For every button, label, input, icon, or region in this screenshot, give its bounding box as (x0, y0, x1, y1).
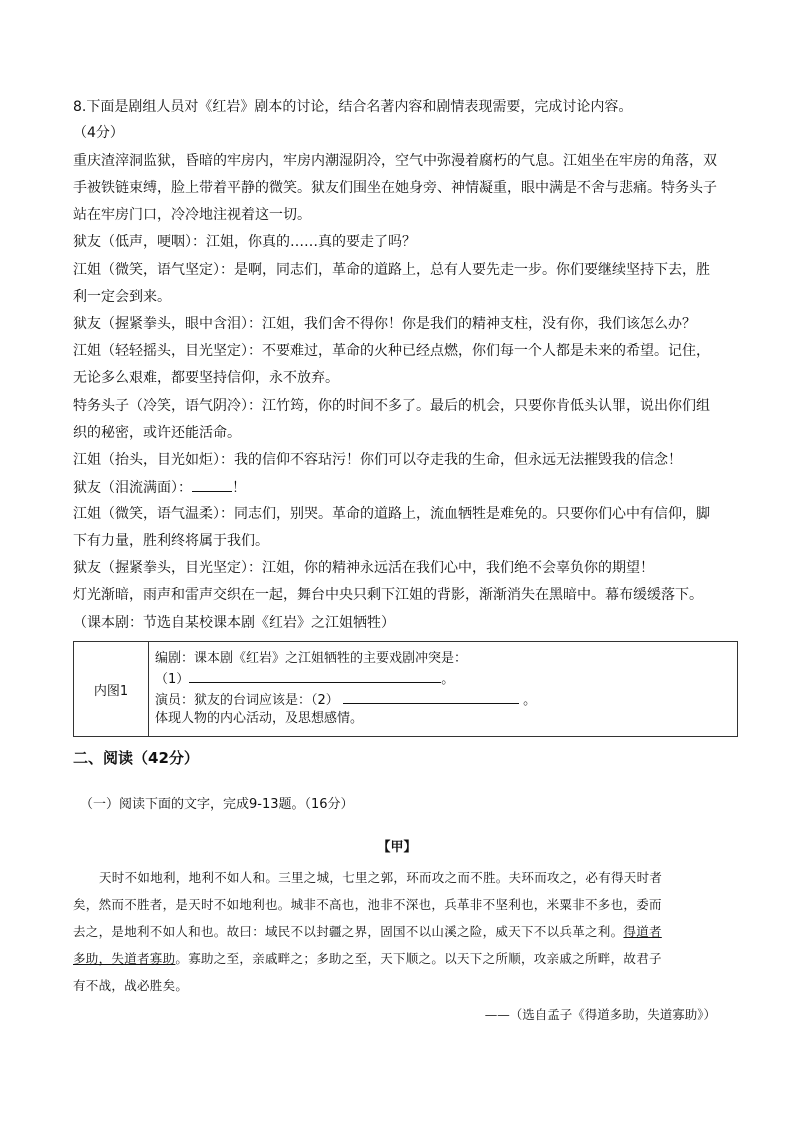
discussion-table (73, 641, 738, 737)
question-stem: 8.下面是剧组人员对《红岩》剧本的讨论，结合名著内容和剧情表现需要，完成讨论内容。 (73, 99, 633, 115)
underlined-text: 多助，失道者寡助 (73, 951, 176, 966)
script-line: 江姐（轻轻摇头，目光坚定）：不要难过，革命的火种已经点燃，你们每一个人都是未来的希望。记住， (73, 343, 710, 359)
blank-suffix: ！ (232, 480, 246, 496)
script-line: 狱友（握紧拳头，目光坚定）：江姐，你的精神永远活在我们心中，我们绝不会辜负你的期望！ (73, 560, 654, 576)
item-number: （1） (155, 672, 190, 687)
writer-line: 编剧：课本剧《红岩》之江姐牺牲的主要戏剧冲突是： (155, 651, 468, 666)
passage-text: 去之，是地利不如人和也。故曰：域民不以封疆之界，固国不以山溪之险，威天下不以兵革之利。 (73, 924, 624, 939)
passage-line: 天时不如地利，地利不如人和。三里之城，七里之郭，环而攻之而不胜。夫环而攻之，必有得天时者 (99, 870, 663, 885)
period: 。 (523, 693, 537, 708)
passage-line (73, 945, 733, 972)
script-line: 织的秘密，或许还能活命。 (73, 425, 241, 441)
emotion-line: 体现人物的内心活动，及思想感情。 (155, 711, 364, 726)
line-blank[interactable] (343, 689, 519, 704)
script-line: 手被铁链束缚，脸上带着平静的微笑。狱友们围坐在她身旁、神情凝重，眼中满是不舍与悲痛。特务头子 (73, 180, 717, 196)
answer-blank-line (73, 477, 246, 498)
actor-line (155, 689, 731, 710)
underlined-text: 得道者 (623, 924, 662, 939)
script-line: 特务头子（冷笑，语气阴冷）：江竹筠，你的时间不多了。最后的机会，只要你肯低头认罪，说出你们组 (73, 398, 710, 414)
passage-line: 有不战，战必胜矣。 (73, 978, 189, 993)
passage-line: 矣，然而不胜者，是天时不如地利也。城非不高也，池非不深也，兵革非不坚利也，米粟非不多也，委而 (73, 897, 662, 912)
script-line: 无论多么艰难，都要坚持信仰，永不放弃。 (73, 370, 339, 386)
script-line: 狱友（握紧拳头，眼中含泪）：江姐，我们舍不得你！你是我们的精神支柱，没有你，我们该怎么办？ (73, 316, 696, 332)
table-label: 内图1 (74, 642, 149, 737)
script-line: 灯光渐暗，雨声和雷声交织在一起，舞台中央只剩下江姐的背影，渐渐消失在黑暗中。幕布缓缓落下。 (73, 587, 703, 603)
conflict-line (155, 668, 731, 689)
passage-heading: 【甲】 (377, 840, 417, 855)
conflict-blank[interactable] (189, 668, 441, 683)
script-source: （课本剧：节选自某校课本剧《红岩》之江姐牺牲） (73, 615, 395, 631)
script-line: 站在牢房门口，冷冷地注视着这一切。 (73, 207, 311, 223)
script-line: 江姐（抬头，目光如炬）：我的信仰不容玷污！你们可以夺走我的生命，但永远无法摧毁我的信念！ (73, 452, 682, 468)
passage-text: 。寡助之至，亲戚畔之；多助之至，天下顺之。以天下之所顺，攻亲戚之所畔，故君子 (175, 951, 662, 966)
passage-line (73, 918, 733, 945)
script-line: 狱友（低声，哽咽）：江姐，你真的……真的要走了吗？ (73, 234, 416, 250)
answer-blank[interactable] (192, 477, 232, 492)
script-line: 江姐（微笑，语气坚定）：是啊，同志们，革命的道路上，总有人要先走一步。你们要继续坚持下去，胜 (73, 262, 710, 278)
sub-instruction: （一）阅读下面的文字，完成9-13题。（16分） (80, 797, 354, 812)
section-title: 二、阅读（42分） (73, 749, 199, 767)
table-content (149, 642, 738, 737)
blank-prefix: 狱友（泪流满面）： (73, 480, 192, 496)
actor-prefix: 演员：狱友的台词应该是：（2） (155, 693, 339, 708)
passage-source: ——（选自孟子《得道多助，失道寡助》） (484, 1007, 716, 1022)
script-line: 下有力量，胜利终将属于我们。 (73, 533, 269, 549)
period: 。 (441, 672, 455, 687)
question-score: （4分） (73, 125, 124, 141)
script-line: 利一定会到来。 (73, 289, 171, 305)
script-line: 江姐（微笑，语气温柔）：同志们，别哭。革命的道路上，流血牺牲是难免的。只要你们心中有信仰，脚 (73, 506, 710, 522)
script-line: 重庆渣滓洞监狱，昏暗的牢房内，牢房内潮湿阴冷，空气中弥漫着腐朽的气息。江姐坐在牢房的角落，双 (73, 153, 717, 169)
